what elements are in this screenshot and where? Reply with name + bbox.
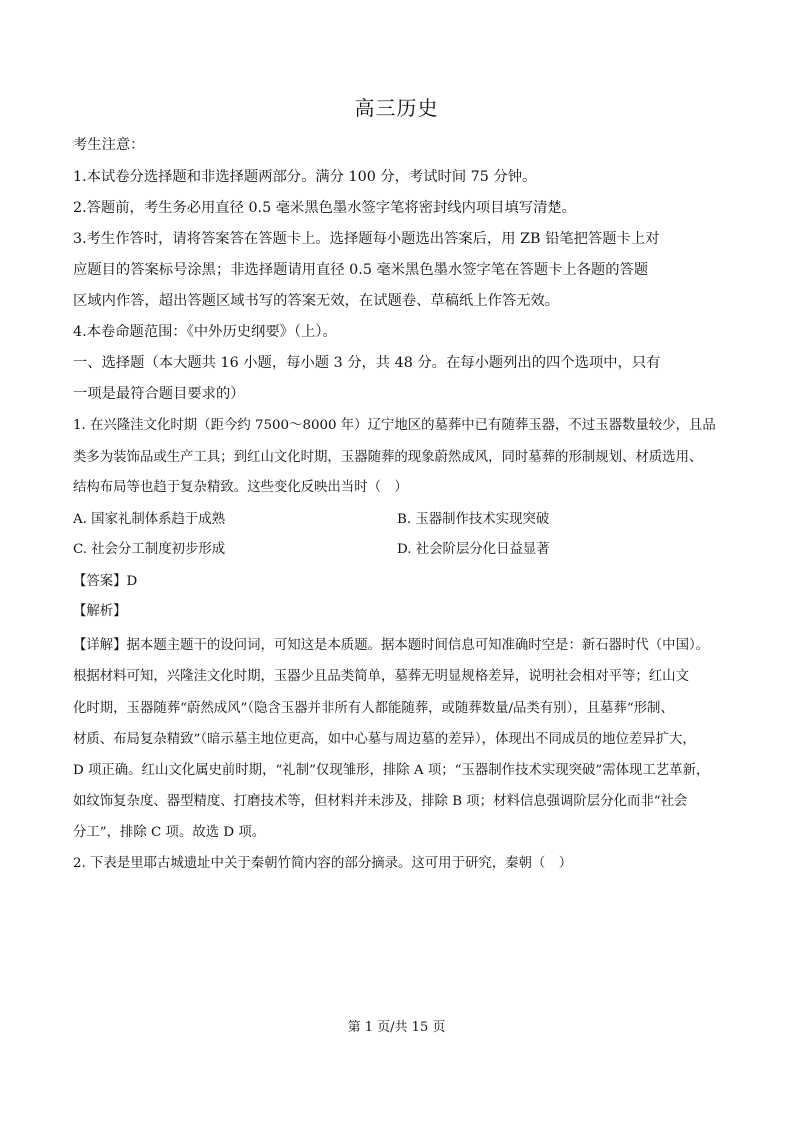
note-1: 1.本试卷分选择题和非选择题两部分。满分 100 分，考试时间 75 分钟。 [73,169,537,185]
note-3: 3.考生作答时，请将答案答在答题卡上。选择题每小题选出答案后，用 ZB 铅笔把答题卡上对 [73,231,660,247]
analysis-line-3: 化时期，玉器随葬“蔚然成风”（隐含玉器并非所有人都能随葬，或随葬数量/品类有别），且墓葬“形制、 [73,701,674,716]
option-b: B. 玉器制作技术实现突破 [397,512,550,527]
section-heading-cont: 一项是最符合题目要求的） [73,386,245,402]
notice-header: 考生注意： [73,137,145,153]
analysis-label: 【解析】 [73,604,127,619]
note-3-cont-2: 区域内作答，超出答题区域书写的答案无效，在试题卷、草稿纸上作答无效。 [73,293,560,309]
question-1-stem-3: 结构布局等也趋于复杂精致。这些变化反映出当时（ ） [73,480,408,495]
page-footer: 第 1 页/共 15 页 [347,1020,446,1035]
analysis-line-4: 材质、布局复杂精致”（暗示墓主地位更高，如中心墓与周边墓的差异），体现出不同成员的地位差异扩大， [73,732,696,747]
analysis-line-1: 【详解】据本题主题干的设问词，可知这是本质题。据本题时间信息可知准确时空是：新石器时代（中国）。 [73,638,710,653]
option-c: C. 社会分工制度初步形成 [73,542,226,557]
analysis-line-7: 分工”，排除 C 项。故选 D 项。 [73,825,266,840]
page-title: 高三历史 [354,96,439,120]
note-4: 4.本卷命题范围：《中外历史纲要》（上）。 [73,324,337,340]
option-d: D. 社会阶层分化日益显著 [397,542,550,557]
question-2-stem: 2. 下表是里耶古城遗址中关于秦朝竹简内容的部分摘录。这可用于研究，秦朝（ ） [73,856,573,871]
analysis-line-5: D 项正确。红山文化属史前时期，“礼制”仅现雏形，排除 A 项；“玉器制作技术实现突破”需体现工艺革新， [73,763,710,778]
question-1-stem-2: 类多为装饰品或生产工具；到红山文化时期，玉器随葬的现象蔚然成风，同时墓葬的形制规划、材质选用、 [73,450,703,465]
analysis-line-2: 根据材料可知，兴隆洼文化时期，玉器少且品类简单，墓葬无明显规格差异，说明社会相对平等；红山文 [73,669,689,684]
note-3-cont-1: 应题目的答案标号涂黑；非选择题请用直径 0.5 毫米黑色墨水签字笔在答题卡上各题的答题 [73,262,649,278]
analysis-line-6: 如纹饰复杂度、器型精度、打磨技术等，但材料并未涉及，排除 B 项；材料信息强调阶层分化而非“社会 [73,794,688,809]
note-2: 2.答题前，考生务必用直径 0.5 毫米黑色墨水签字笔将密封线内项目填写清楚。 [73,200,576,216]
answer-label: 【答案】D [73,574,138,589]
option-a: A. 国家礼制体系趋于成熟 [73,512,226,527]
question-1-stem-1: 1. 在兴隆洼文化时期（距今约 7500～8000 年）辽宁地区的墓葬中已有随葬玉器，不过玉器数量较少，且品 [73,418,716,433]
section-heading: 一、选择题（本大题共 16 小题，每小题 3 分，共 48 分。在每小题列出的四个选项中，只有 [73,355,661,371]
